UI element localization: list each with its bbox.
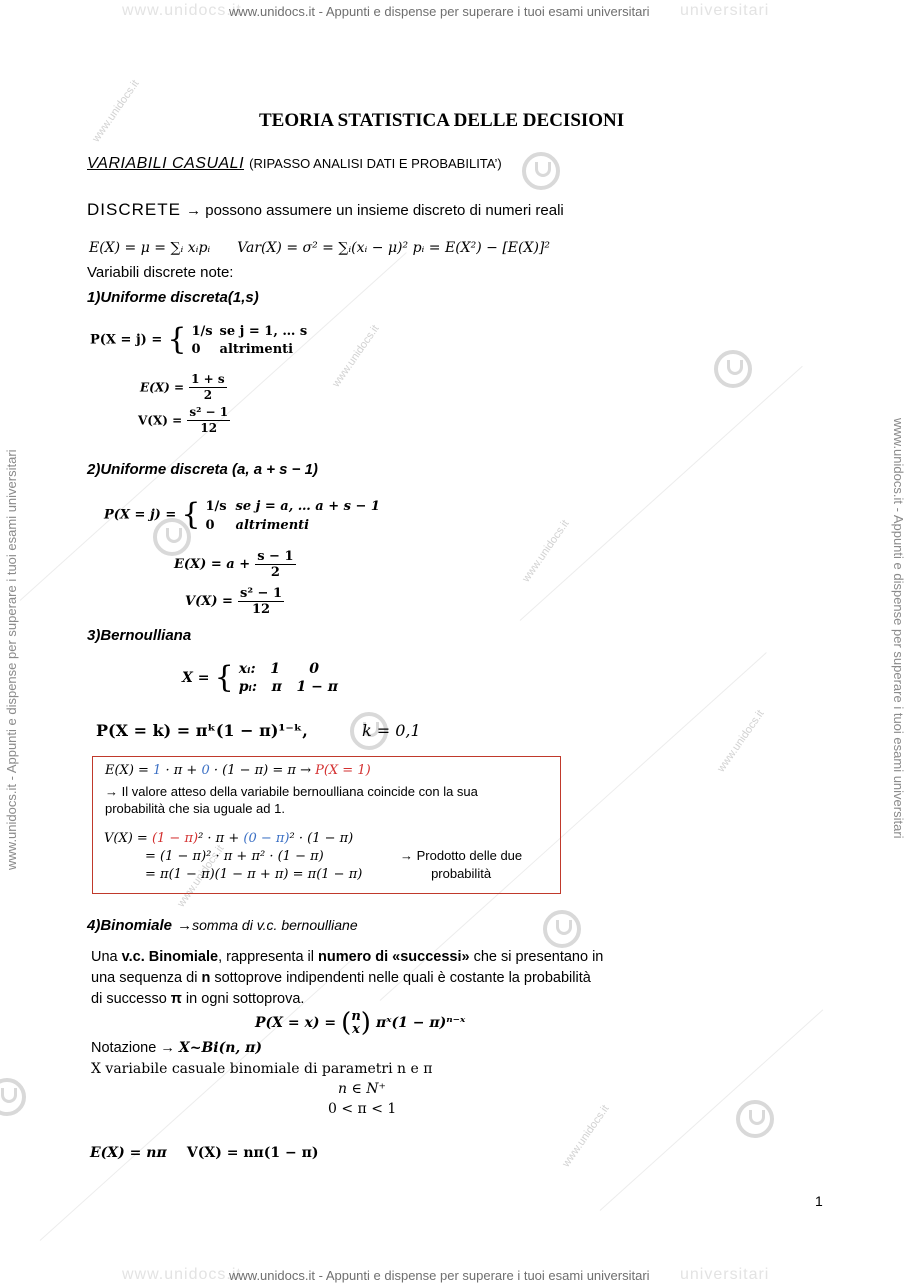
watermark-logo-icon — [543, 910, 581, 948]
heading-variabili-casuali: VARIABILI CASUALI — [87, 155, 245, 172]
watermark-diagonal-line — [600, 1009, 824, 1210]
discrete-description: → possono assumere un insieme discreto di numeri reali — [186, 202, 564, 219]
bernoulli-values-row: xᵢ: 1 0 — [238, 661, 319, 677]
desc-text: di successo — [91, 991, 171, 1007]
uniform2-pmf-lhs: P(X = j) = — [104, 507, 177, 523]
binomial-heading-description: somma di v.c. bernoulliane — [192, 917, 358, 933]
watermark-right-side: www.unidocs.it - Appunti e dispense per superare i tuoi esami universitari — [891, 418, 906, 839]
uniform2-case1-condition: se j = a, … a + s − 1 — [235, 499, 380, 514]
uniform2-e-numerator: s − 1 — [257, 549, 294, 564]
box-e-zero: 0 — [201, 763, 210, 778]
bernoulli-box-variance-line3: = π(1 − π)(1 − π + π) = π(1 − π) — [145, 867, 363, 882]
watermark-diagonal-line — [520, 366, 803, 621]
uniform2-v-lhs: V(X) = — [185, 594, 233, 609]
desc-text: Una — [91, 949, 122, 965]
uniform1-case2-value: 0 — [191, 342, 201, 357]
binomial-pmf-rhs: πˣ(1 − π)ⁿ⁻ˣ — [376, 1015, 466, 1031]
uniform1-v-denominator: 12 — [200, 421, 218, 435]
binomial-coeff-bottom: x — [352, 1022, 360, 1037]
side-note-line2: probabilità — [431, 866, 492, 881]
notation-value: X~Bi(n, π) — [178, 1040, 263, 1056]
formula-variance: Var(X) = σ² = ∑ᵢ(xᵢ − μ)² pᵢ = E(X²) − [E(X)]² — [237, 240, 550, 256]
uniform1-case1-value: 1/s — [191, 324, 213, 339]
bernoulli-x-lhs: X = — [182, 670, 210, 686]
brace-icon: { — [167, 322, 187, 357]
desc-bold: π — [170, 991, 182, 1007]
heading-uniform-2: 2)Uniforme discreta (a, a + s − 1) — [87, 461, 318, 478]
uniform2-case1-value: 1/s — [205, 499, 227, 514]
bernoulli-probabilities-row: pᵢ: π 1 − π — [238, 679, 339, 695]
binomial-moments — [90, 1142, 318, 1161]
box-e-part: · π + — [161, 763, 202, 778]
desc-text: in ogni sottoprova. — [181, 991, 305, 1007]
desc-bold: numero di «successi» — [318, 949, 470, 965]
watermark-logo-icon — [736, 1100, 774, 1138]
box-v-blue-term: (0 − π) — [243, 831, 290, 846]
watermark-faint-left-bottom: www.unidocs.it — [122, 1266, 242, 1283]
watermark-diagonal-text: www.unidocs.it — [520, 517, 572, 585]
uniform2-pmf — [104, 496, 380, 534]
box-v-part: V(X) = — [104, 831, 152, 846]
uniform2-v-numerator: s² − 1 — [240, 586, 283, 601]
uniform1-case2-condition: altrimenti — [219, 342, 294, 357]
discrete-label: DISCRETE — [87, 200, 181, 219]
bernoulli-box-side-note — [400, 847, 522, 883]
bernoulli-box-variance-line2: = (1 − π)² · π + π² · (1 − π) — [145, 849, 324, 864]
watermark-logo-icon — [0, 1078, 26, 1116]
box-e-one: 1 — [153, 763, 162, 778]
box-note-line2: probabilità che sia uguale ad 1. — [105, 801, 285, 816]
box-note-line1: → Il valore atteso della variabile bernoulliana coincide con la sua — [105, 784, 478, 799]
bernoulli-box-variance-line1 — [104, 831, 353, 846]
box-v-part: ² · (1 − π) — [289, 831, 354, 846]
binomial-expectation: E(X) = nπ — [90, 1145, 167, 1161]
bernoulli-box-expectation — [105, 763, 371, 778]
box-v-red-term: (1 − π) — [151, 831, 199, 846]
uniform2-e-lhs: E(X) = a + — [174, 557, 251, 572]
uniform1-expectation — [140, 372, 227, 403]
bernoulli-pmf — [96, 721, 421, 740]
uniform1-e-lhs: E(X) = — [140, 380, 185, 395]
heading-bernoulli: 3)Bernoulliana — [87, 627, 192, 644]
formula-mean-variance — [89, 240, 550, 256]
discrete-definition — [87, 200, 564, 220]
binomial-pmf: P(X = x) = ( n x ) πˣ(1 − π)ⁿ⁻ˣ — [255, 1008, 466, 1038]
binomial-heading-label: 4)Binomiale — [87, 917, 173, 934]
watermark-logo-icon — [714, 350, 752, 388]
heading-uniform-1: 1)Uniforme discreta(1,s) — [87, 289, 259, 306]
bernoulli-box-note — [105, 783, 478, 817]
uniform1-e-numerator: 1 + s — [191, 372, 225, 386]
heading-binomial — [87, 915, 358, 934]
binomial-coeff-top: n — [351, 1009, 361, 1024]
uniform2-expectation — [174, 549, 296, 580]
bernoulli-pmf-formula: P(X = k) = πᵏ(1 − π)¹⁻ᵏ, — [96, 721, 308, 740]
uniform2-v-denominator: 12 — [251, 602, 271, 617]
binomial-pmf-lhs: P(X = x) = — [255, 1015, 337, 1031]
arrow-right-icon: → — [177, 917, 193, 934]
watermark-diagonal-text: www.unidocs.it — [90, 77, 142, 145]
brace-icon: { — [214, 660, 234, 695]
binomial-description — [91, 947, 603, 1010]
watermark-logo-icon — [522, 152, 560, 190]
binomial-parameters-line: X variabile casuale binomiale di parametri n e π — [91, 1061, 433, 1077]
uniform1-pmf — [90, 322, 307, 358]
watermark-faint-right: universitari — [680, 2, 770, 19]
desc-text: , rappresenta il — [218, 949, 319, 965]
uniform1-v-numerator: s² − 1 — [189, 405, 229, 419]
section-heading-variabili — [87, 153, 502, 173]
watermark-diagonal-text: www.unidocs.it — [175, 842, 227, 910]
watermark-diagonal-text: www.unidocs.it — [330, 322, 382, 390]
bernoulli-k-range: k = 0,1 — [361, 721, 421, 740]
watermark-top-bar: www.unidocs.it - Appunti e dispense per superare i tuoi esami universitari — [229, 4, 650, 19]
uniform2-case2-condition: altrimenti — [235, 518, 310, 533]
watermark-left-side: www.unidocs.it - Appunti e dispense per superare i tuoi esami universitari — [4, 449, 19, 870]
box-e-probability: P(X = 1) — [315, 763, 371, 778]
desc-text: sottoprove indipendenti nelle quali è costante la probabilità — [210, 970, 591, 986]
uniform1-pmf-lhs: P(X = j) = — [90, 332, 163, 348]
watermark-diagonal-text: www.unidocs.it — [715, 707, 767, 775]
page-title: TEORIA STATISTICA DELLE DECISIONI — [259, 110, 625, 131]
uniform1-case1-condition: se j = 1, … s — [219, 324, 308, 339]
watermark-faint-right-bottom: universitari — [680, 1266, 770, 1283]
watermark-bottom-bar: www.unidocs.it - Appunti e dispense per superare i tuoi esami universitari — [229, 1268, 650, 1283]
bernoulli-distribution-table — [182, 660, 338, 696]
page-number: 1 — [815, 1193, 823, 1209]
notation-label: Notazione → — [91, 1040, 179, 1056]
watermark-diagonal-text: www.unidocs.it — [560, 1102, 612, 1170]
box-e-part: · (1 − π) = π → — [209, 763, 316, 778]
box-e-part: E(X) = — [105, 763, 154, 778]
binomial-condition-n: n ∈ N⁺ — [338, 1081, 386, 1097]
desc-text: una sequenza di — [91, 970, 202, 986]
formula-mean: E(X) = μ = ∑ᵢ xᵢpᵢ — [89, 240, 211, 256]
known-variables-label: Variabili discrete note: — [87, 264, 234, 281]
heading-note: (RIPASSO ANALISI DATI E PROBABILITA’) — [249, 156, 502, 171]
brace-icon: { — [181, 497, 201, 532]
desc-bold: n — [201, 970, 211, 986]
watermark-faint-left: www.unidocs.it — [122, 2, 242, 19]
box-v-part: ² · π + — [198, 831, 244, 846]
binomial-variance: V(X) = nπ(1 − π) — [186, 1145, 319, 1161]
desc-text: che si presentano in — [469, 949, 604, 965]
binomial-notation — [91, 1040, 262, 1056]
uniform2-case2-value: 0 — [205, 518, 215, 533]
binomial-condition-pi: 0 < π < 1 — [328, 1101, 397, 1117]
uniform2-e-denominator: 2 — [270, 565, 280, 580]
uniform1-variance — [138, 405, 230, 436]
uniform1-v-lhs: V(X) = — [138, 413, 183, 428]
uniform1-e-denominator: 2 — [203, 388, 213, 402]
uniform2-variance — [185, 586, 284, 617]
side-note-line1: → Prodotto delle due — [400, 848, 523, 863]
desc-bold: v.c. Binomiale — [121, 949, 219, 965]
